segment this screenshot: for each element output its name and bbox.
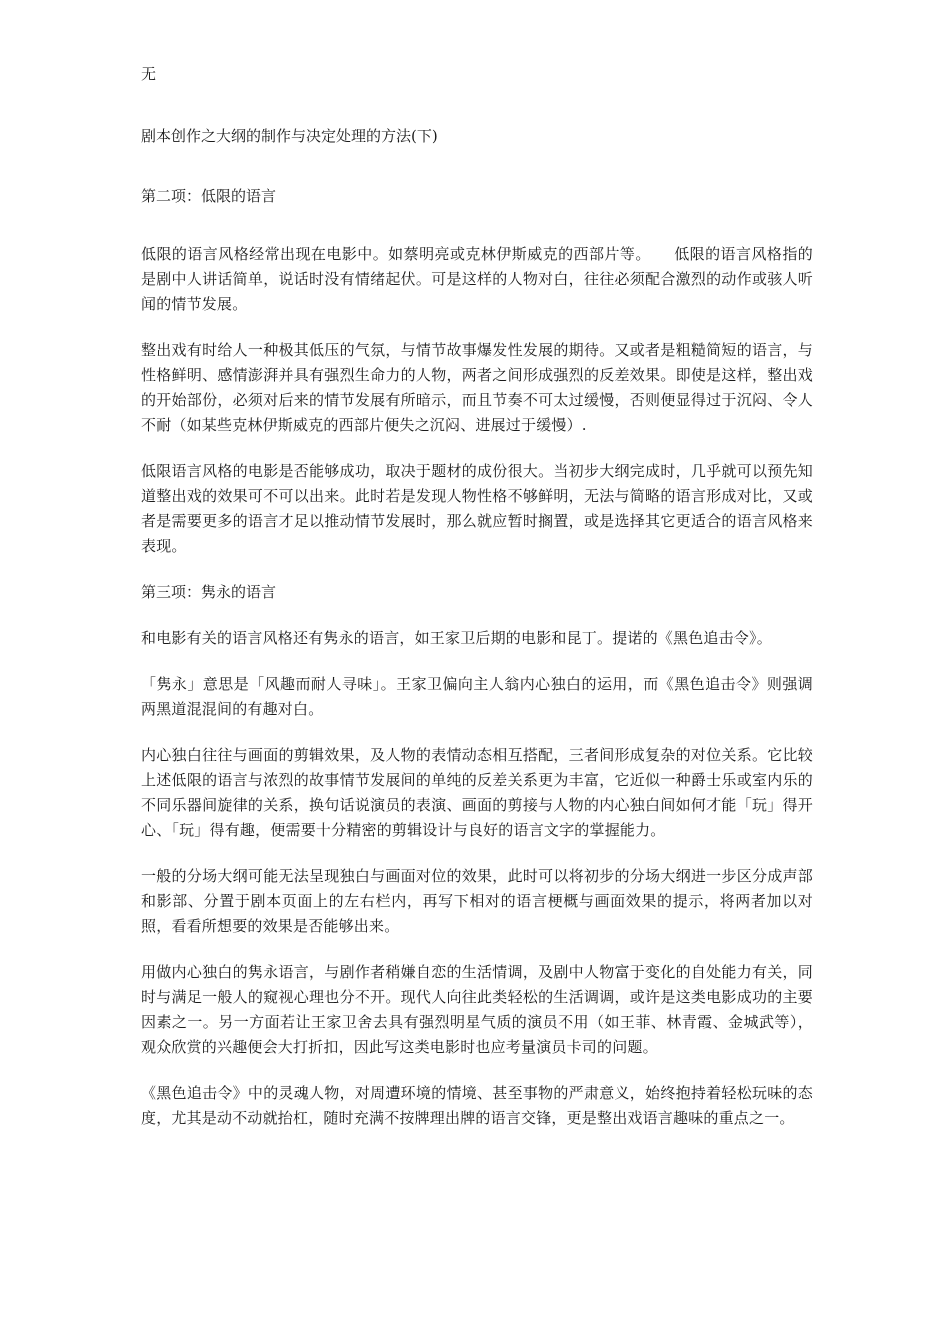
paragraph: 用做内心独白的隽永语言，与剧作者稍嫌自恋的生活情调，及剧中人物富于变化的自处能力有关，同时与满足一般人的窥视心理也分不开。现代人向往此类轻松的生活调调，或许是这类电影成功的主要因素之一。另一方面若让王家卫舍去具有强烈明星气质的演员不用（如王菲、林青霞、金城武等），观众欣赏的兴趣便会大打折扣，因此写这类电影时也应考量演员卡司的问题。	[141, 963, 813, 1056]
paragraph: 「隽永」意思是「风趣而耐人寻味」。王家卫偏向主人翁内心独白的运用，而《黑色追击令》则强调两黑道混混间的有趣对白。	[141, 675, 813, 718]
first-line: 无	[141, 65, 157, 83]
paragraph: 内心独白往往与画面的剪辑效果，及人物的表情动态相互搭配，三者间形成复杂的对位关系。它比较上述低限的语言与浓烈的故事情节发展间的单纯的反差关系更为丰富，它近似一种爵士乐或室内乐的不同乐器间旋律的关系，换句话说演员的表演、画面的剪接与人物的内心独白间如何才能「玩」得开心、「玩」得有趣，便需要十分精密的剪辑设计与良好的语言文字的掌握能力。	[141, 746, 813, 839]
section-2-body	[141, 242, 813, 559]
document-page	[141, 62, 813, 1131]
section-3-body	[141, 626, 813, 1131]
paragraph: 低限语言风格的电影是否能够成功，取决于题材的成份很大。当初步大纲完成时，几乎就可以预先知道整出戏的效果可不可以出来。此时若是发现人物性格不够鲜明，无法与简略的语言形成对比，又或者是需要更多的语言才足以推动情节发展时，那么就应暂时搁置，或是选择其它更适合的语言风格来表现。	[141, 462, 813, 555]
paragraph: 一般的分场大纲可能无法呈现独白与画面对位的效果，此时可以将初步的分场大纲进一步区分成声部和影部、分置于剧本页面上的左右栏内，再写下相对的语言梗概与画面效果的提示，将两者加以对照，看看所想要的效果是否能够出来。	[141, 867, 813, 935]
paragraph: 低限的语言风格经常出现在电影中。如蔡明亮或克林伊斯威克的西部片等。 低限的语言风格指的是剧中人讲话简单，说话时没有情绪起伏。可是这样的人物对白，往往必须配合激烈的动作或骇人听闻的情节发展。	[141, 245, 813, 313]
section-2-heading: 第二项：低限的语言	[141, 187, 277, 205]
paragraph: 整出戏有时给人一种极其低压的气氛，与情节故事爆发性发展的期待。又或者是粗糙简短的语言，与性格鲜明、感情澎湃并具有强烈生命力的人物，两者之间形成强烈的反差效果。即使是这样，整出戏的开始部份，必须对后来的情节发展有所暗示，而且节奏不可太过缓慢，否则便显得过于沉闷、令人不耐（如某些克林伊斯威克的西部片便失之沉闷、进展过于缓慢）.	[141, 341, 813, 434]
document-title: 剧本创作之大纲的制作与决定处理的方法(下)	[141, 127, 438, 145]
paragraph: 和电影有关的语言风格还有隽永的语言，如王家卫后期的电影和昆丁。提诺的《黑色追击令》。	[141, 629, 772, 647]
section-3-heading: 第三项：隽永的语言	[141, 583, 277, 601]
paragraph: 《黑色追击令》中的灵魂人物，对周遭环境的情境、甚至事物的严肃意义，始终抱持着轻松玩味的态度，尤其是动不动就抬杠，随时充满不按牌理出牌的语言交锋，更是整出戏语言趣味的重点之一。	[141, 1084, 813, 1127]
